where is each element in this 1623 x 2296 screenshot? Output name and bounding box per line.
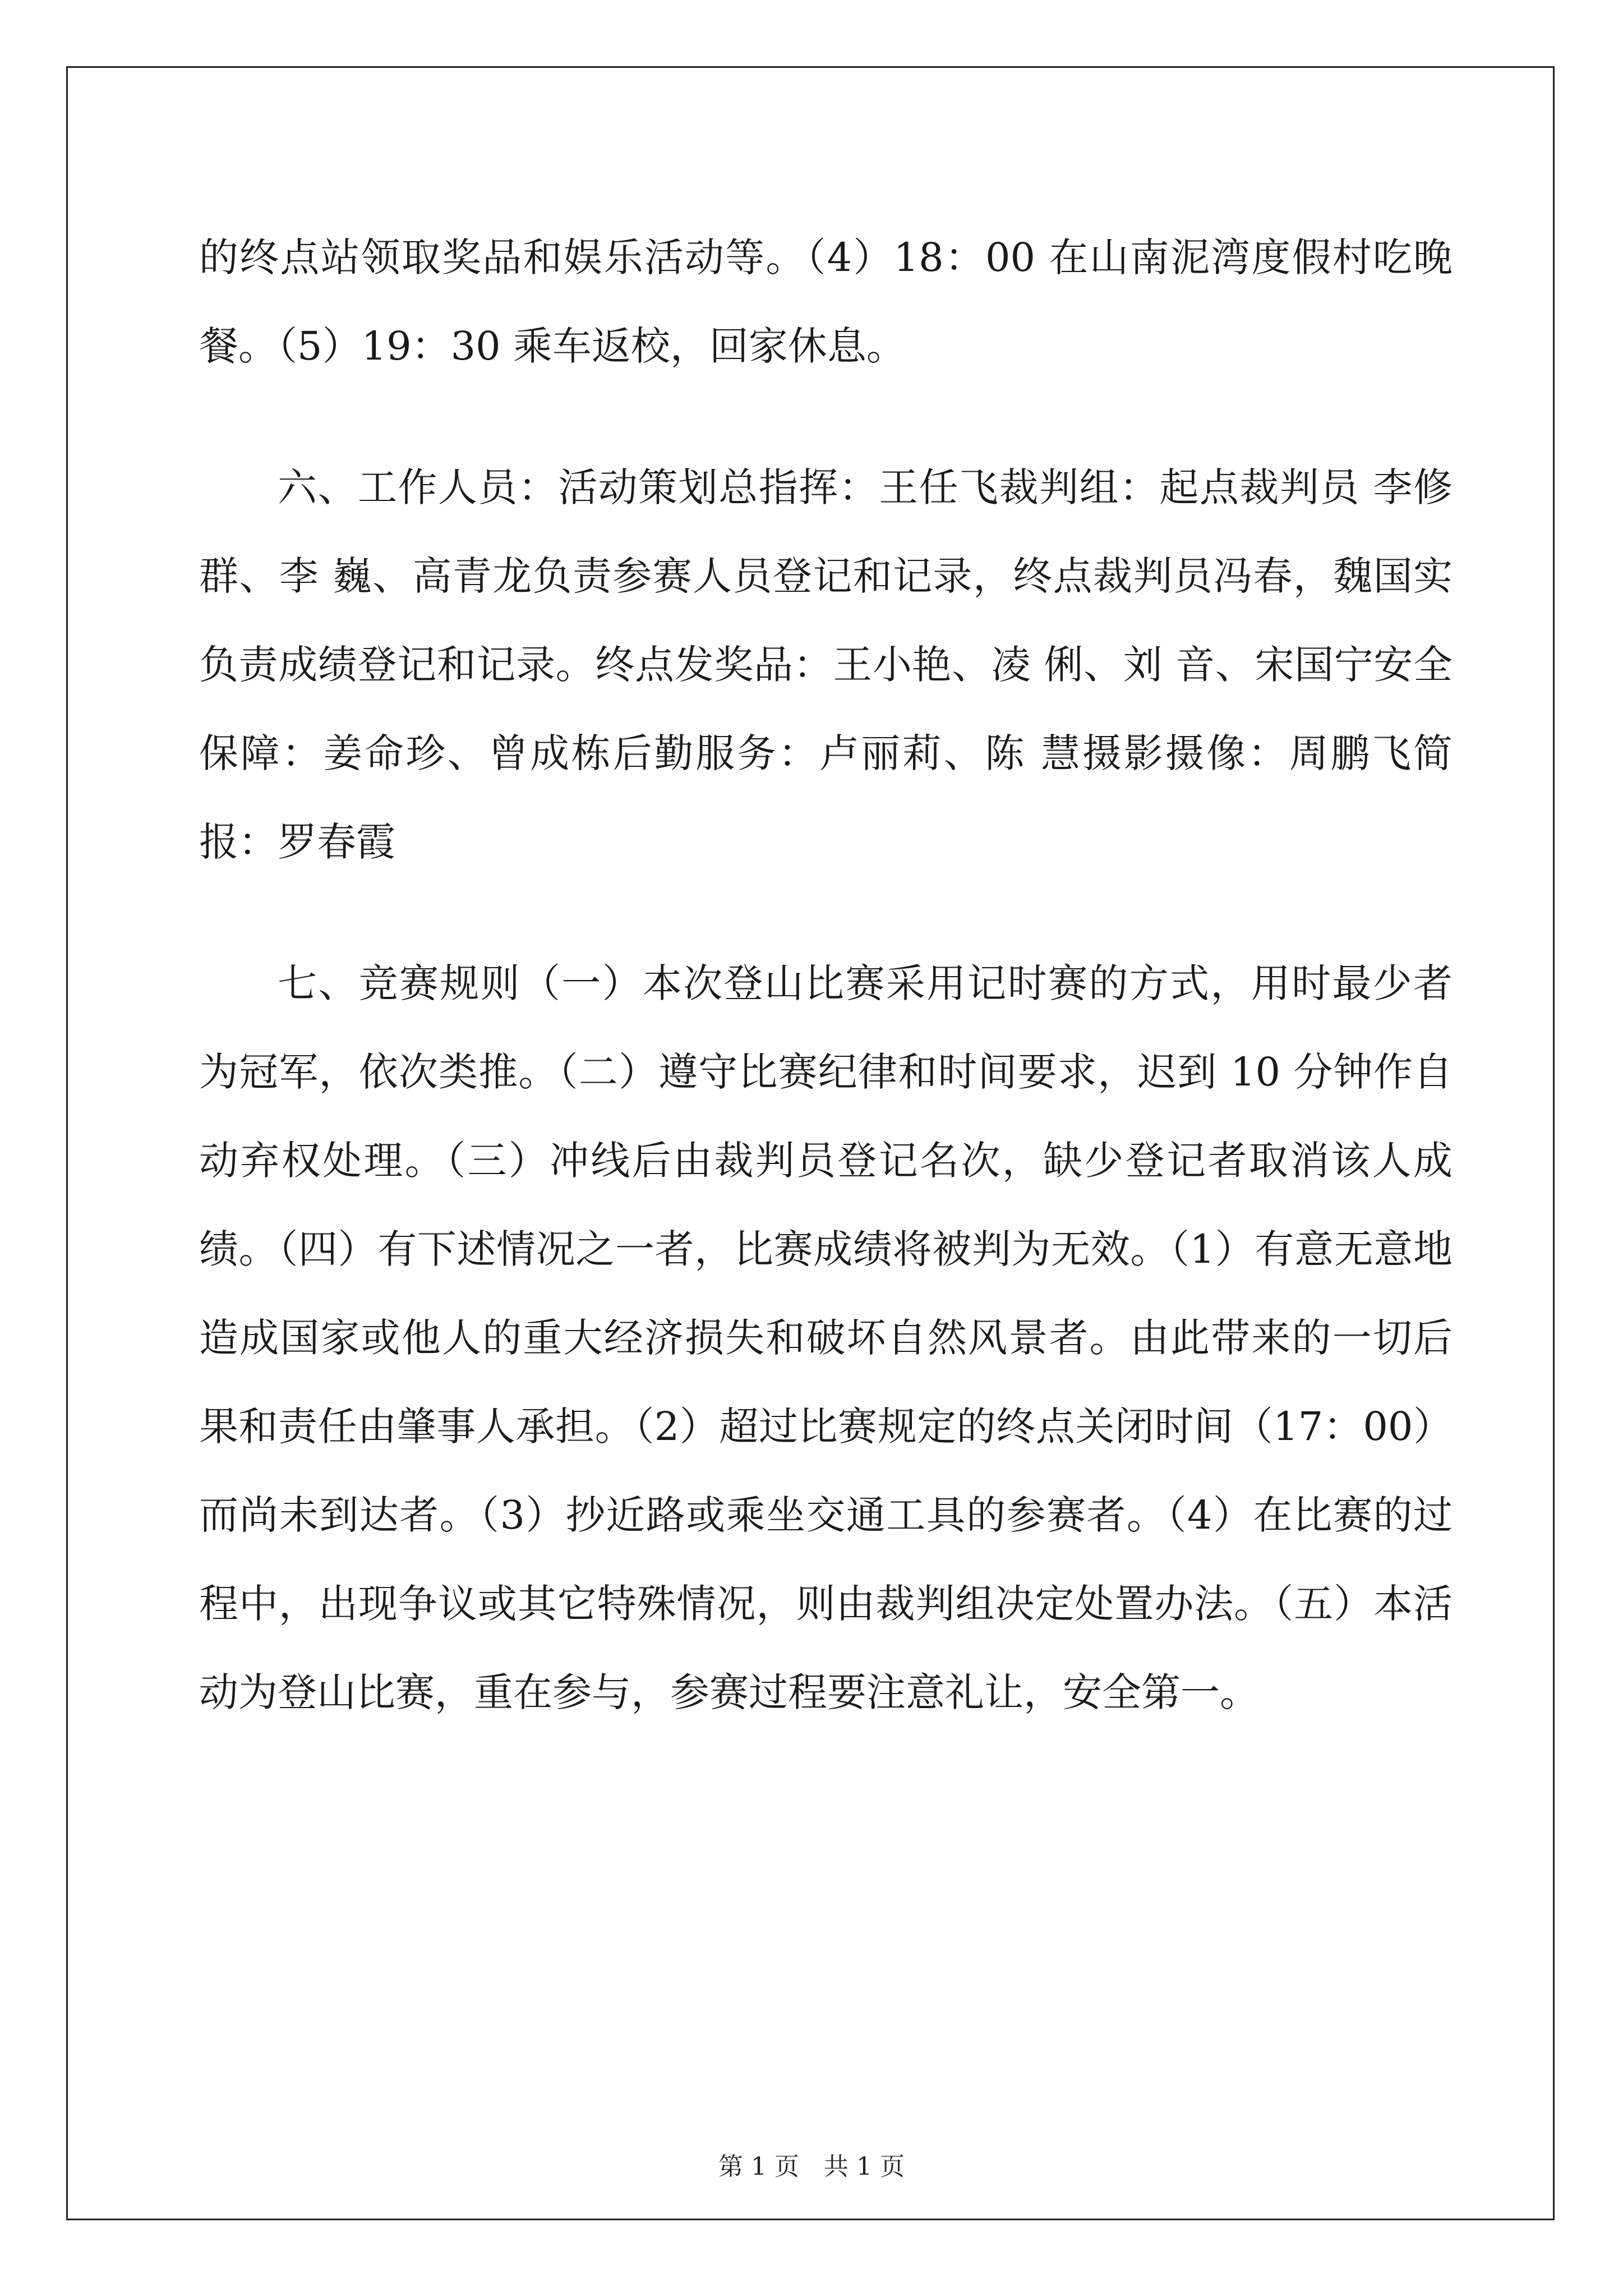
- page-footer: 第 1 页 共 1 页: [718, 2152, 905, 2181]
- paragraph-continuation: 的终点站领取奖品和娱乐活动等。（4）18：00 在山南泥湾度假村吃晚餐。（5）19：30 乘车返校，回家休息。: [199, 234, 1453, 369]
- document-body: [199, 213, 1453, 1789]
- paragraph-rules: 七、竞赛规则（一）本次登山比赛采用记时赛的方式，用时最少者为冠军，依次类推。（二）遵守比赛纪律和时间要求，迟到 10 分钟作自动弃权处理。（三）冲线后由裁判员登记名次，缺少登记者取消该人成绩。（四）有下述情况之一者，比赛成绩将被判为无效。（1）有意无意地造成国家或他人的重大经济损失和破坏自然风景者。由此带来的一切后果和责任由肇事人承担。（2）超过比赛规定的终点关闭时间（17：00）而尚未到达者。（3）抄近路或乘坐交通工具的参赛者。（4）在比赛的过程中，出现争议或其它特殊情况，则由裁判组决定处置办法。（五）本活动为登山比赛，重在参与，参赛过程要注意礼让，安全第一。: [199, 960, 1453, 1715]
- paragraph-staff: 六、工作人员：活动策划总指挥：王任飞裁判组：起点裁判员 李修群、李 巍、高青龙负责参赛人员登记和记录，终点裁判员冯春，魏国实负责成绩登记和记录。终点发奖品：王小艳、凌 俐、刘 音、宋国宁安全保障：姜命珍、曾成栋后勤服务：卢丽莉、陈 慧摄影摄像：周鹏飞简报：罗春霞: [199, 464, 1453, 865]
